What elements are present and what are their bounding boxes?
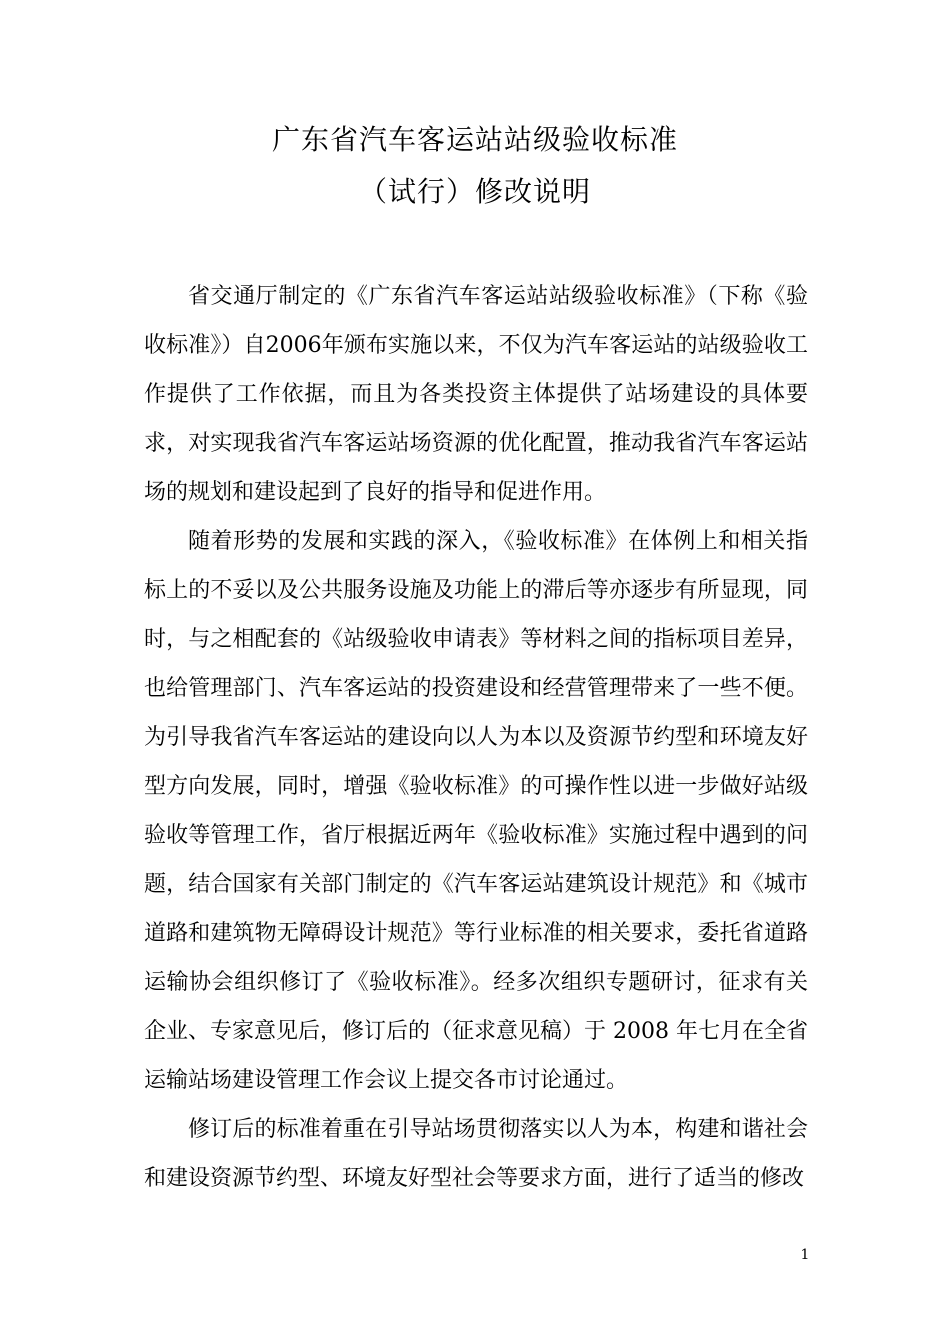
paragraph-2: 随着形势的发展和实践的深入，《验收标准》在体例上和相关指标上的不妥以及公共服务设施及功能上的滞后等亦逐步有所显现，同时，与之相配套的《站级验收申请表》等材料之间的指标项目差异，也给管理部门、汽车客运站的投资建设和经营管理带来了一些不便。为引导我省汽车客运站的建设向以人为本以及资源节约型和环境友好型方向发展，同时，增强《验收标准》的可操作性以进一步做好站级验收等管理工作，省厅根据近两年《验收标准》实施过程中遇到的问题，结合国家有关部门制定的《汽车客运站建筑设计规范》和《城市道路和建筑物无障碍设计规范》等行业标准的相关要求，委托省道路运输协会组织修订了《验收标准》。经多次组织专题研讨，征求有关企业、专家意见后，修订后的（征求意见稿）于 2008 年七月在全省运输站场建设管理工作会议上提交各市讨论通过。 (144, 529, 808, 1093)
document-title: 广东省汽车客运站站级验收标准 (271, 123, 678, 156)
document-subtitle: （试行）修改说明 (358, 175, 591, 208)
paragraph-3: 修订后的标准着重在引导站场贯彻落实以人为本，构建和谐社会和建设资源节约型、环境友好型社会等要求方面，进行了适当的修改 (144, 1117, 808, 1191)
paragraph-1: 省交通厅制定的《广东省汽车客运站站级验收标准》（下称《验收标准》）自2006年颁布实施以来，不仅为汽车客运站的站级验收工作提供了工作依据，而且为各类投资主体提供了站场建设的具体要求，对实现我省汽车客运站场资源的优化配置，推动我省汽车客运站场的规划和建设起到了良好的指导和促进作用。 (144, 284, 808, 505)
page-number: 1 (800, 1247, 810, 1263)
document-body (144, 272, 808, 1203)
